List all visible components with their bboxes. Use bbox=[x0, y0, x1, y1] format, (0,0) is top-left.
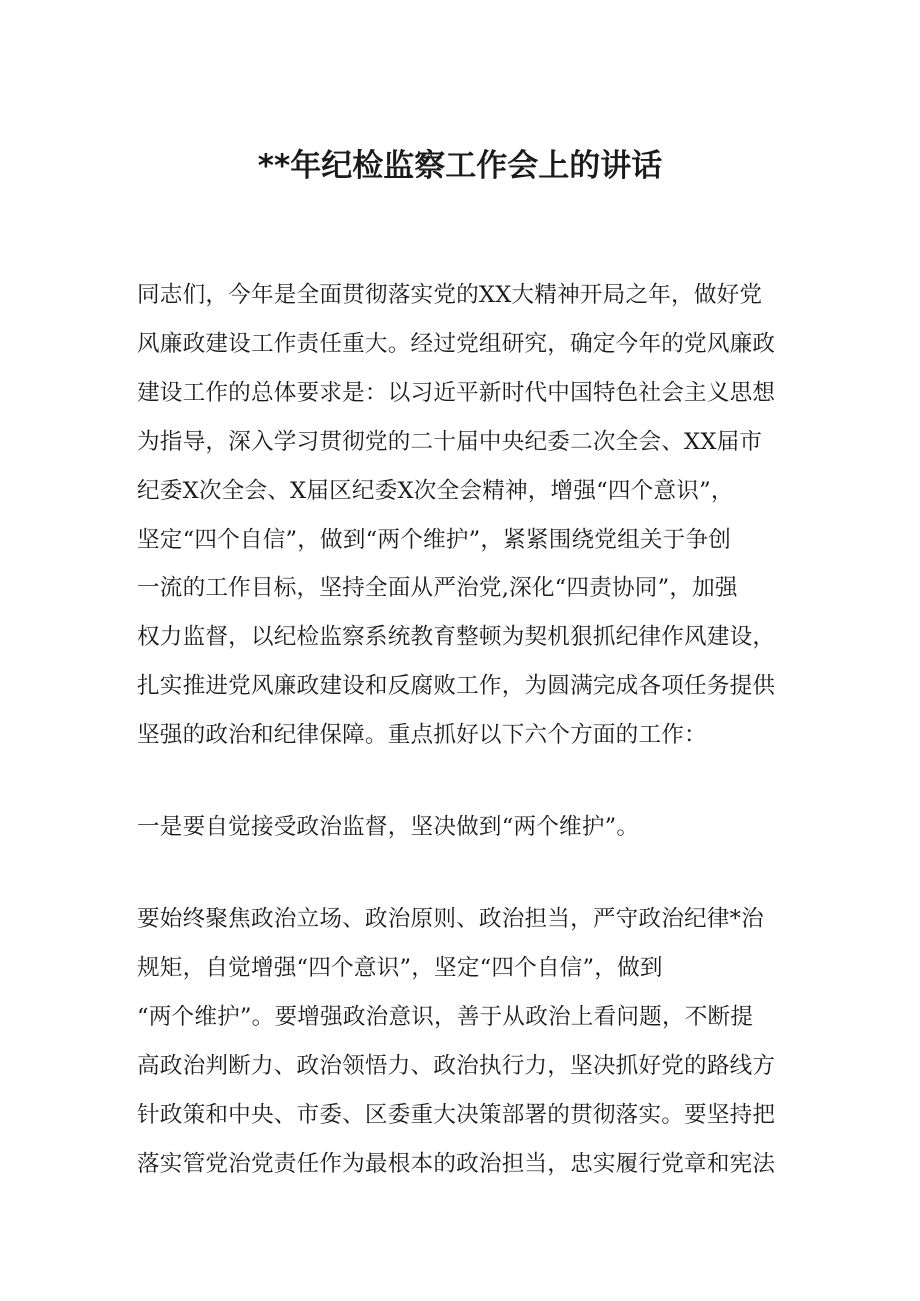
text-line: 纪委X次全会、X届区纪委X次全会精神，增强“四个意识”， bbox=[137, 477, 734, 504]
text-line: 一是要自觉接受政治监督，坚决做到“两个维护”。 bbox=[137, 814, 640, 840]
paragraph-intro bbox=[137, 271, 787, 760]
text-line: 扎实推进党风廉政建设和反腐败工作，为圆满完成各项任务提供 bbox=[137, 673, 776, 700]
text-line: 权力监督，以纪检监察系统教育整顿为契机狠抓纪律作风建设， bbox=[137, 624, 776, 651]
document-title: **年纪检监察工作会上的讲话 bbox=[257, 148, 663, 184]
text-line: 风廉政建设工作责任重大。经过党组研究，确定今年的党风廉政 bbox=[137, 330, 776, 357]
text-line: 针政策和中央、市委、区委重大决策部署的贯彻落实。要坚持把 bbox=[137, 1101, 776, 1128]
text-line: “两个维护”。要增强政治意识，善于从政治上看问题，不断提 bbox=[137, 1003, 754, 1030]
text-line: 要始终聚焦政治立场、政治原则、政治担当，严守政治纪律*治 bbox=[137, 906, 764, 932]
text-line: 建设工作的总体要求是：以习近平新时代中国特色社会主义思想 bbox=[137, 379, 776, 406]
text-line: 坚强的政治和纪律保障。重点抓好以下六个方面的工作： bbox=[137, 722, 707, 749]
text-line: 规矩，自觉增强“四个意识”，坚定“四个自信”，做到 bbox=[137, 954, 663, 981]
text-line: 坚定“四个自信”，做到“两个维护”，紧紧围绕党组关于争创 bbox=[137, 526, 732, 553]
section-heading-one bbox=[137, 803, 787, 852]
text-line: 为指导，深入学习贯彻党的二十届中央纪委二次全会、XX届市 bbox=[137, 428, 763, 455]
text-line: 落实管党治党责任作为最根本的政治担当，忠实履行党章和宪法 bbox=[137, 1150, 776, 1177]
text-line: 同志们，今年是全面贯彻落实党的XX大精神开局之年，做好党 bbox=[137, 282, 763, 308]
text-line: 一流的工作目标，坚持全面从严治党,深化“四责协同”，加强 bbox=[137, 575, 738, 602]
text-line: 高政治判断力、政治领悟力、政治执行力，坚决抓好党的路线方 bbox=[137, 1052, 776, 1079]
paragraph-section-one-body bbox=[137, 895, 787, 1188]
